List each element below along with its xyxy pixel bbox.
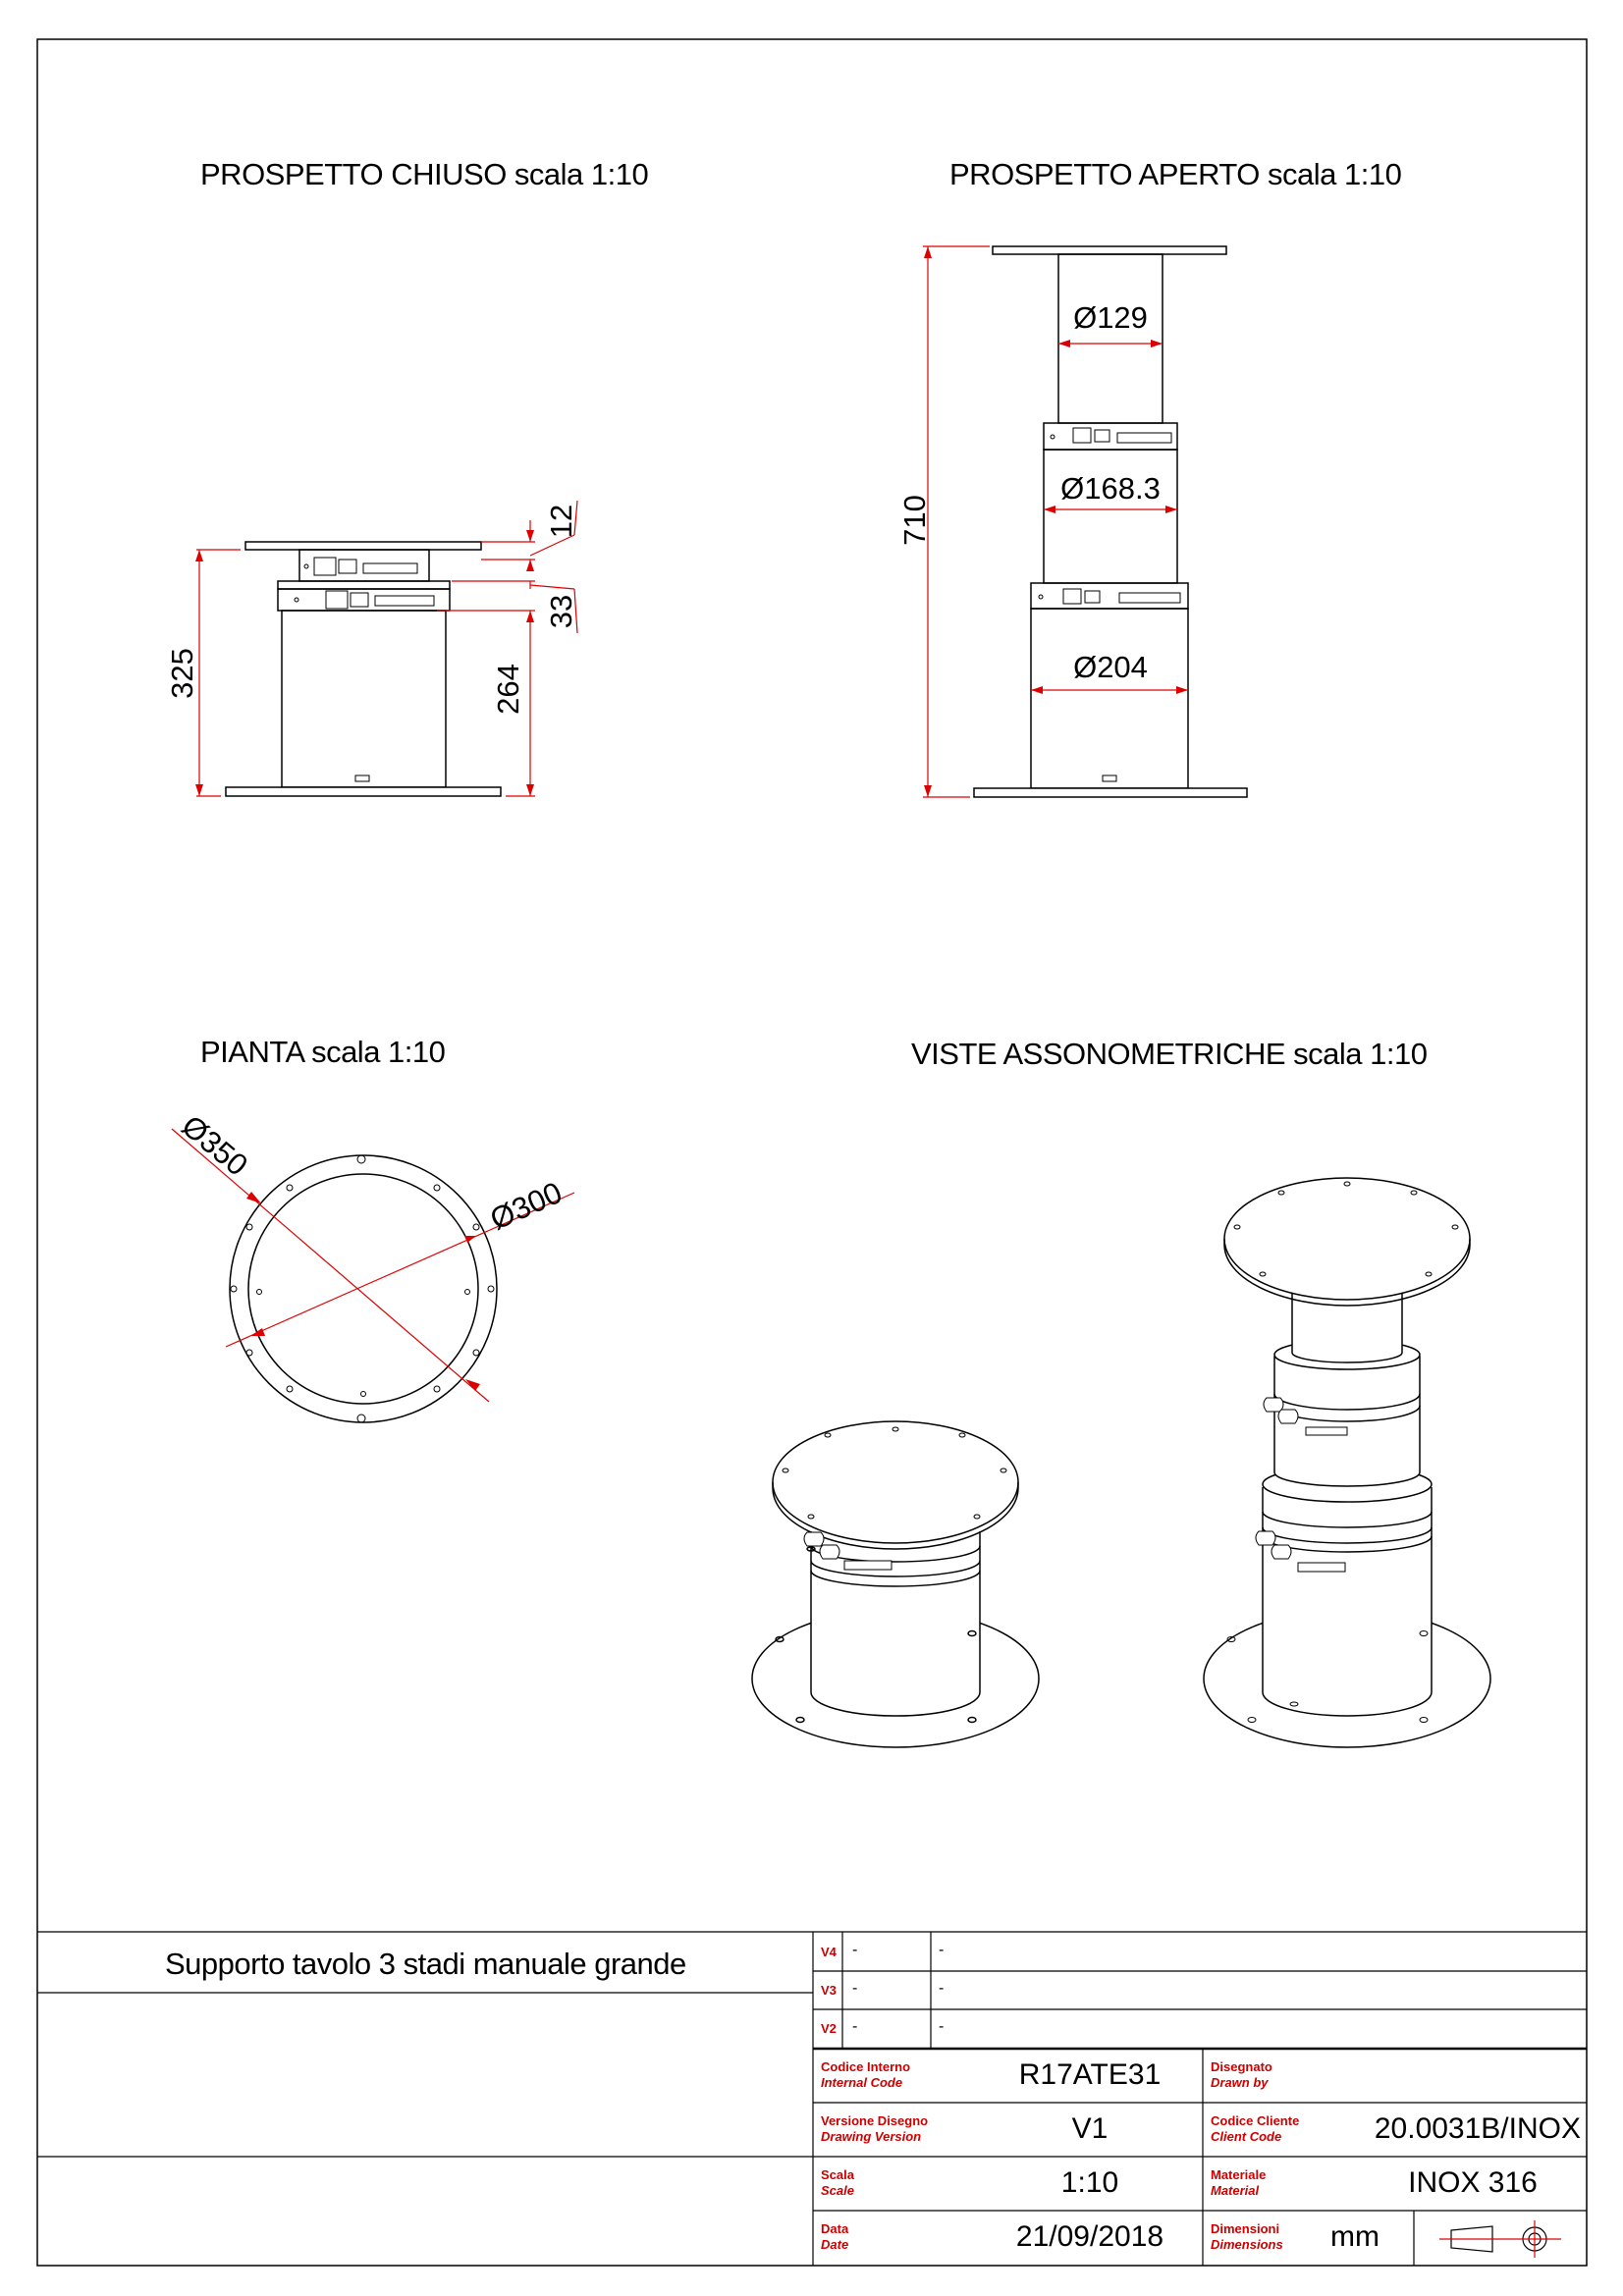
dim-closed-total: 325 [165,648,199,699]
iso-closed-view [752,1421,1039,1747]
title-isometric: VISTE ASSONOMETRICHE scala 1:10 [911,1037,1428,1071]
revision-v2-col1: - [852,2018,858,2035]
scale-value: 1:10 [1060,2166,1119,2199]
dim-plan-outer-diameter: Ø350 [175,1108,255,1183]
open-dimensions [923,246,1188,797]
date-label: Data Date [821,2221,849,2252]
material-label: Materiale Material [1211,2167,1267,2198]
dim-open-top-diameter: Ø129 [1073,300,1148,335]
revision-v2-tag: V2 [821,2021,837,2036]
revision-v2-col2: - [939,2018,945,2035]
client-code-label: Codice Cliente Client Code [1211,2113,1300,2144]
scale-label: Scala Scale [821,2167,854,2198]
dim-open-total: 710 [897,495,932,546]
title-open-elevation: PROSPETTO APERTO scala 1:10 [949,157,1402,191]
title-plan: PIANTA scala 1:10 [200,1035,446,1069]
drawn-by-label: Disegnato Drawn by [1211,2059,1272,2090]
title-closed-elevation: PROSPETTO CHIUSO scala 1:10 [200,157,649,191]
revision-v4-tag: V4 [821,1945,837,1959]
date-value: 21/09/2018 [1015,2220,1164,2253]
revision-v3-col1: - [852,1980,858,1997]
revision-v4-col2: - [939,1942,945,1958]
client-code-value: 20.0031B/INOX [1374,2112,1581,2145]
iso-open-view [1204,1178,1490,1747]
internal-code-value: R17ATE31 [1018,2058,1162,2091]
title-block-grid [37,1932,1587,2266]
revision-v3-tag: V3 [821,1983,837,1998]
projection-symbol-icon [1439,2220,1561,2258]
dim-plan-inner-diameter: Ø300 [484,1174,568,1237]
revision-v4-col1: - [852,1942,858,1958]
material-value: INOX 316 [1408,2166,1538,2199]
dim-closed-collar: 33 [544,594,578,629]
revision-v3-col2: - [939,1980,945,1997]
plan-view [230,1155,497,1422]
drawing-description: Supporto tavolo 3 stadi manuale grande [165,1947,686,1981]
dim-closed-body: 264 [491,664,525,715]
dim-open-bottom-diameter: Ø204 [1073,650,1148,684]
dimensions-label: Dimensioni Dimensions [1211,2221,1283,2252]
dimensions-unit: mm [1330,2220,1380,2253]
internal-code-label: Codice Interno Internal Code [821,2059,911,2090]
closed-elevation [226,542,501,796]
dim-closed-top-plate: 12 [544,504,578,539]
version-label: Versione Disegno Drawing Version [821,2113,929,2144]
version-value: V1 [1071,2112,1109,2145]
dim-open-mid-diameter: Ø168.3 [1060,471,1161,506]
